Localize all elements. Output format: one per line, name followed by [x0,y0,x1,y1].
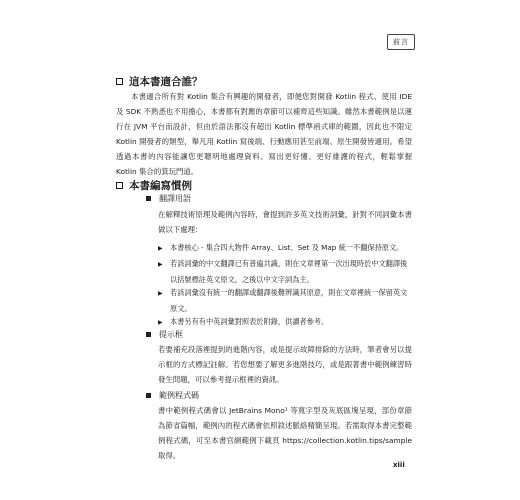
list-item: ▶ 本書核心 - 集合四大物件 Array、List、Set 及 Map 統一不翻保持原文。 [158,240,410,256]
convention-item-tipbox [146,329,183,341]
triangle-bullet-icon: ▶ [158,319,163,326]
section-heading-audience [116,74,203,89]
square-bullet-icon [116,182,123,189]
audience-paragraph: 本書適合所有對 Kotlin 集合有興趣的開發者，即便您對開發 Kotlin 程式、使用 IDE 及 SDK 不熟悉也不用擔心，本書都有對應的章節可以補齊這些知識。雖然本書範例是以運行在 JVM 平台而設計，但由於語法都沒有超出 Kotlin 標準函式庫的範圍，因此也不限定 Kotlin 開發者的類型，舉凡用 Kotlin 寫後端、行動應用甚至前端、原生開發皆適用。希望透過本書的內容能讓您更聰明地處理資料、寫出更好懂、更好維護的程式，輕鬆掌握 Kotlin 集合的箕玩門道。 [116,92,412,176]
heading-text: 這本書適合誰？ [129,76,203,88]
triangle-bullet-icon: ▶ [158,261,163,268]
tipbox-description: 若要補充段落裡提到的進階內容，或是提示故障排除的方法時，筆者會另以提示框的方式標記註解。若您想要了解更多進階技巧，或是跟著書中範例練習時發生問題，可以參考提示框裡的資訊。 [158,345,412,384]
item-title: 範例程式碼 [159,391,199,400]
translation-description: 在解釋技術原理及範例內容時，會提到許多英文技術詞彙，針對不同詞彙本書做以下處理： [158,210,412,234]
square-bullet-icon [146,332,151,337]
section-tab-label: 前言 [387,34,415,50]
square-bullet-icon [146,196,151,201]
convention-item-sample-code [146,390,199,402]
list-item: ▶ 若該詞彙沒有統一的翻譯或翻譯後難辨識其原意，則在文章裡統一保留英文原文。 [158,288,408,313]
list-item: ▶ 若該詞彙的中文翻譯已有普遍共識，則在文章裡第一次出現時於中文翻譯後以括號標註英文原文，之後以中文字詞為主。 [158,259,408,284]
convention-item-translation [146,193,191,205]
triangle-bullet-icon: ▶ [158,245,163,252]
item-title: 提示框 [159,330,183,339]
list-item: ▶ 本書另有有中英詞彙對照表於附錄，供讀者參考。 [158,314,410,330]
sample-code-description: 書中範例程式碼會以 JetBrains Mono¹ 等寬字型及灰底區塊呈現，部份章節為節省篇幅，範例內的程式碼會依照敘述脈絡精簡呈現。若需取得本書完整範例程式碼，可至本書官網範例下載頁 https://collection.kotlin.tips/sample 取得。 [158,406,412,460]
page-number: xiii [393,461,405,469]
item-title: 翻譯用語 [159,194,191,203]
heading-text: 本書編寫慣例 [129,180,192,192]
section-heading-conventions [116,178,192,193]
square-bullet-icon [146,393,151,398]
triangle-bullet-icon: ▶ [158,290,163,297]
square-bullet-icon [116,78,123,85]
